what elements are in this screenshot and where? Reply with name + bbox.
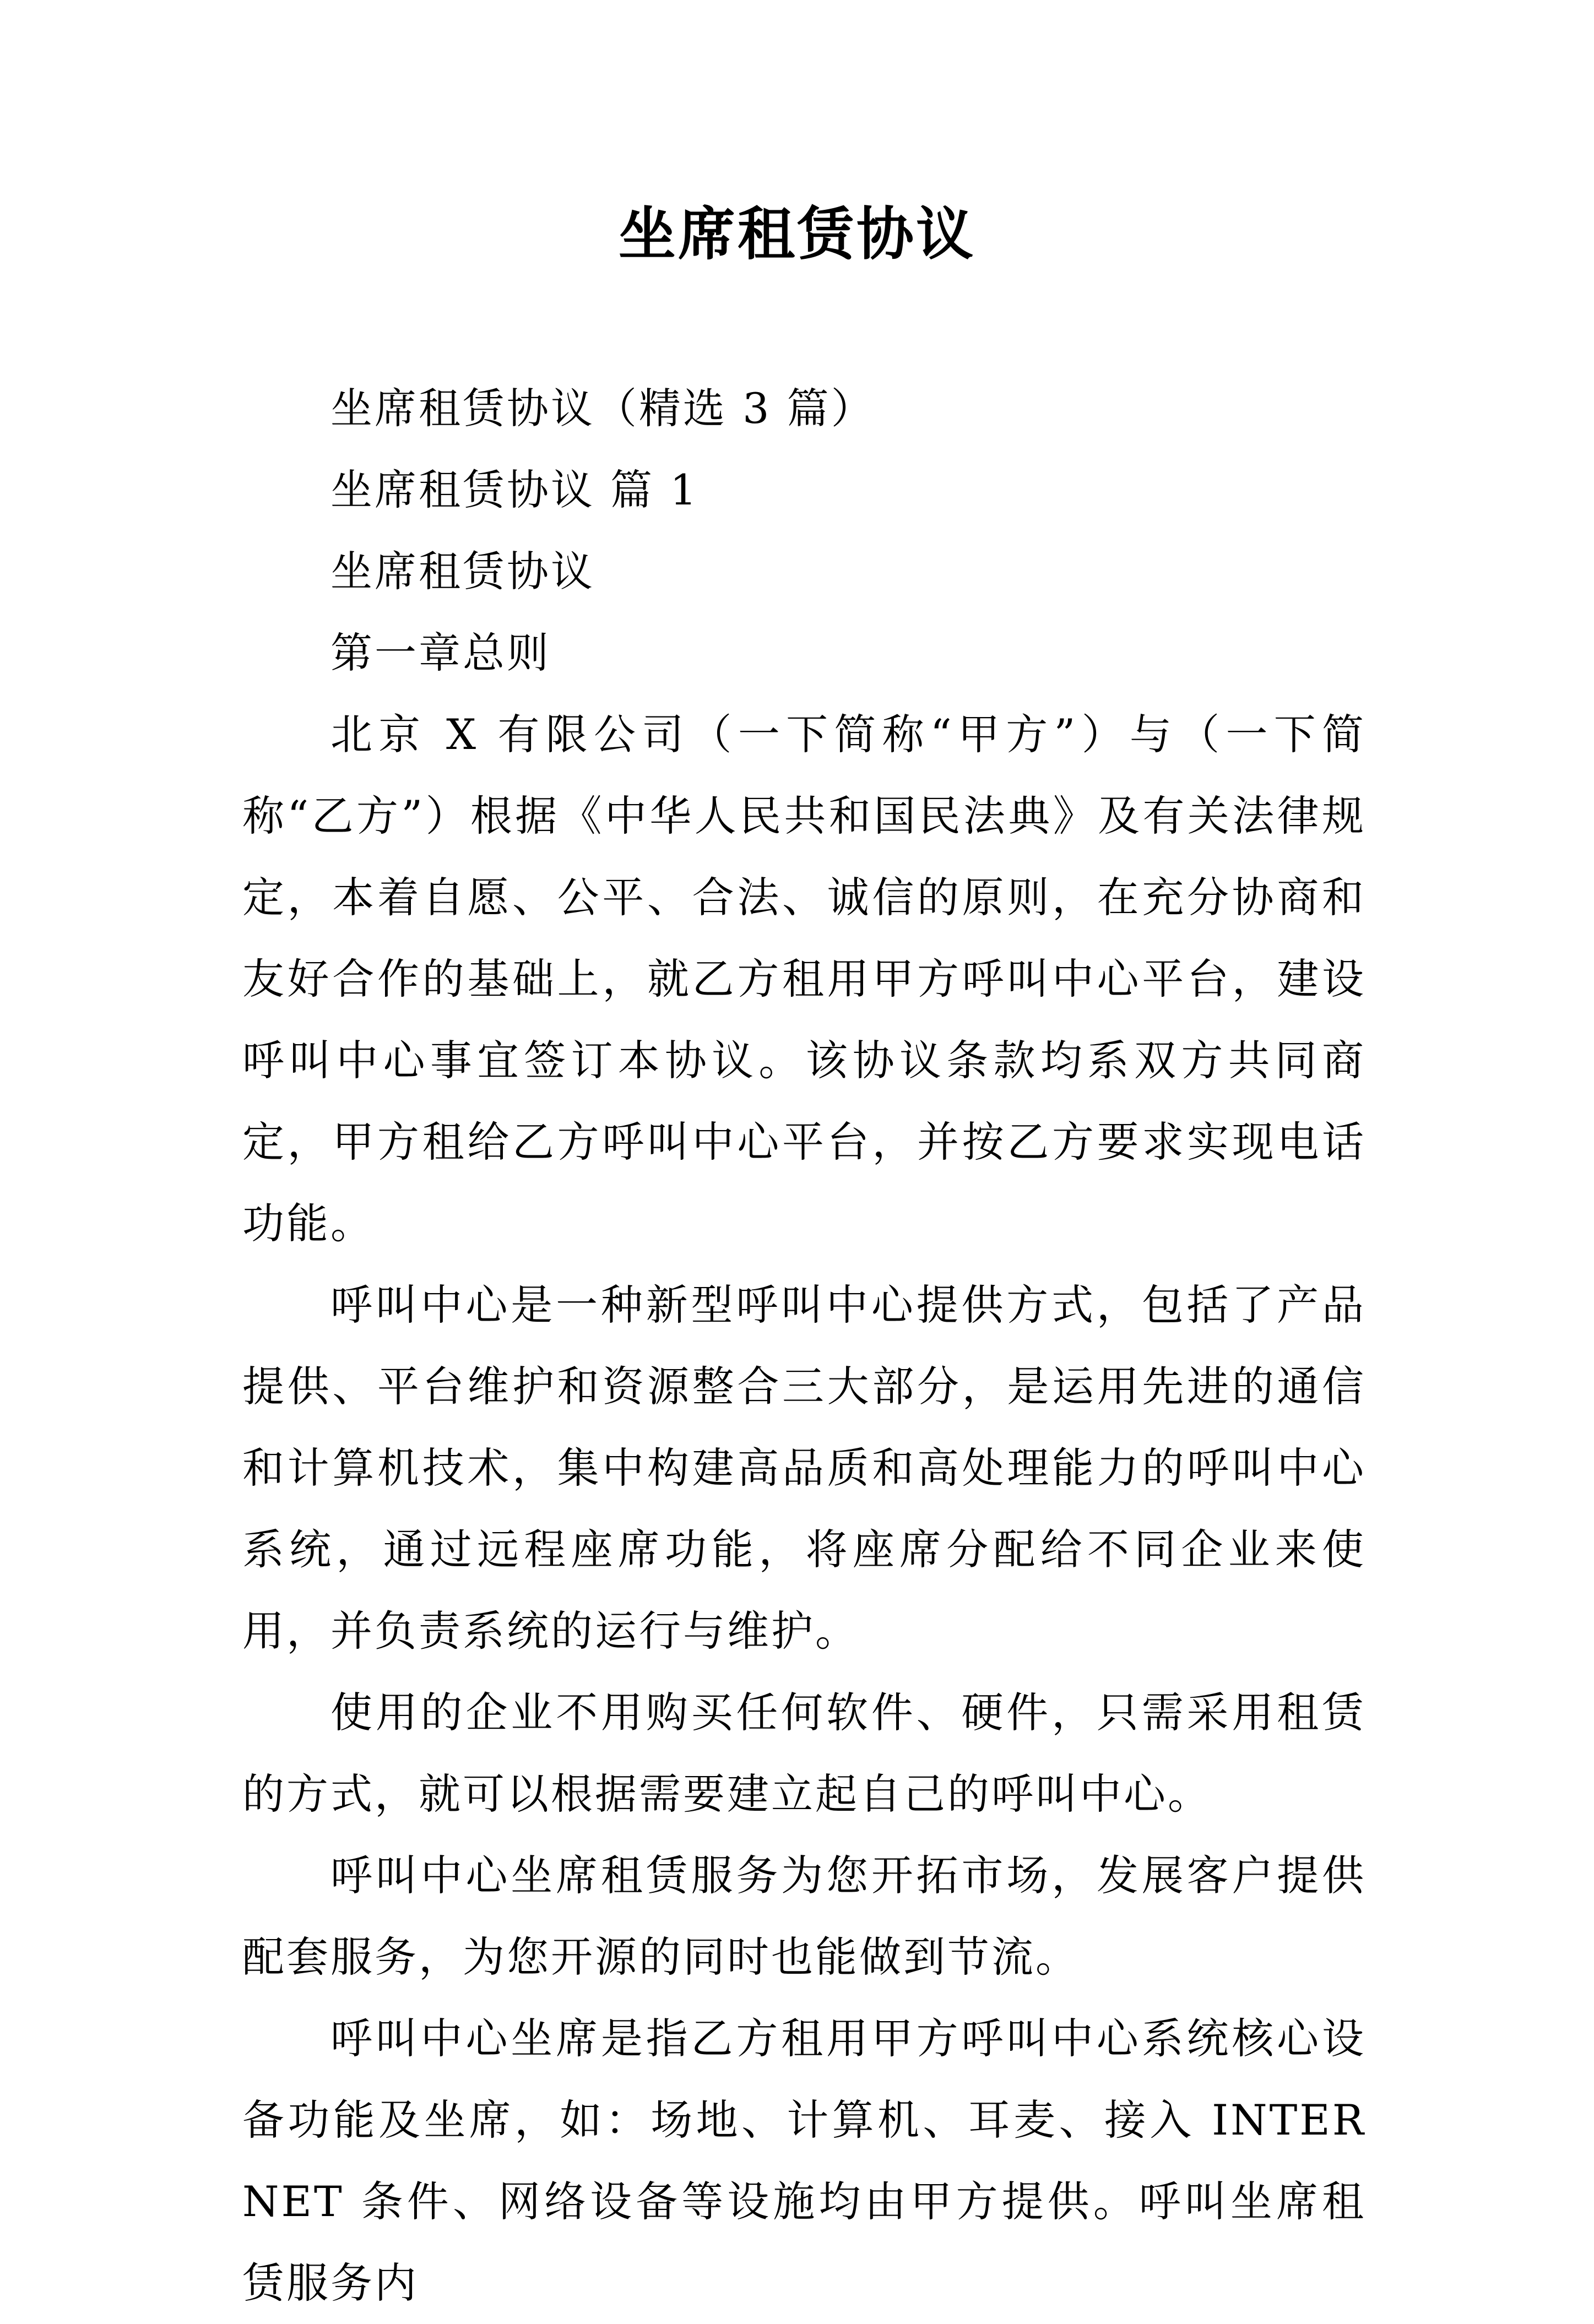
- agreement-heading: 坐席租赁协议: [330, 547, 595, 596]
- document-body: [242, 368, 1366, 2324]
- body-paragraph: 呼叫中心是一种新型呼叫中心提供方式，包括了产品提供、平台维护和资源整合三大部分，是运用先进的通信和计算机技术，集中构建高品质和高处理能力的呼叫中心系统，通过远程座席功能，将座席分配给不同企业来使用，并负责系统的运行与维护。: [242, 1280, 1366, 1655]
- document-title: 坐席租赁协议: [618, 200, 975, 268]
- body-paragraph: 北京 X 有限公司（一下简称“甲方”）与（一下简称“乙方”）根据《中华人民共和国民法典》及有关法律规定，本着自愿、公平、合法、诚信的原则，在充分协商和友好合作的基础上，就乙方租用甲方呼叫中心平台，建设呼叫中心事宜签订本协议。该协议条款均系双方共同商定，甲方租给乙方呼叫中心平台，并按乙方要求实现电话功能。: [242, 710, 1366, 1248]
- subtitle-selection: 坐席租赁协议（精选 3 篇）: [330, 384, 875, 433]
- section-heading-part-1: 坐席租赁协议 篇 1: [330, 465, 699, 514]
- chapter-heading: 第一章总则: [330, 628, 551, 677]
- body-paragraph: 呼叫中心坐席租赁服务为您开拓市场，发展客户提供配套服务，为您开源的同时也能做到节流。: [242, 1851, 1366, 1981]
- body-paragraph: 使用的企业不用购买任何软件、硬件，只需采用租赁的方式，就可以根据需要建立起自己的呼叫中心。: [242, 1688, 1366, 1818]
- body-paragraph: 呼叫中心坐席是指乙方租用甲方呼叫中心系统核心设备功能及坐席，如：场地、计算机、耳麦、接入 INTERNET 条件、网络设备等设施均由甲方提供。呼叫坐席租赁服务内: [242, 2014, 1366, 2307]
